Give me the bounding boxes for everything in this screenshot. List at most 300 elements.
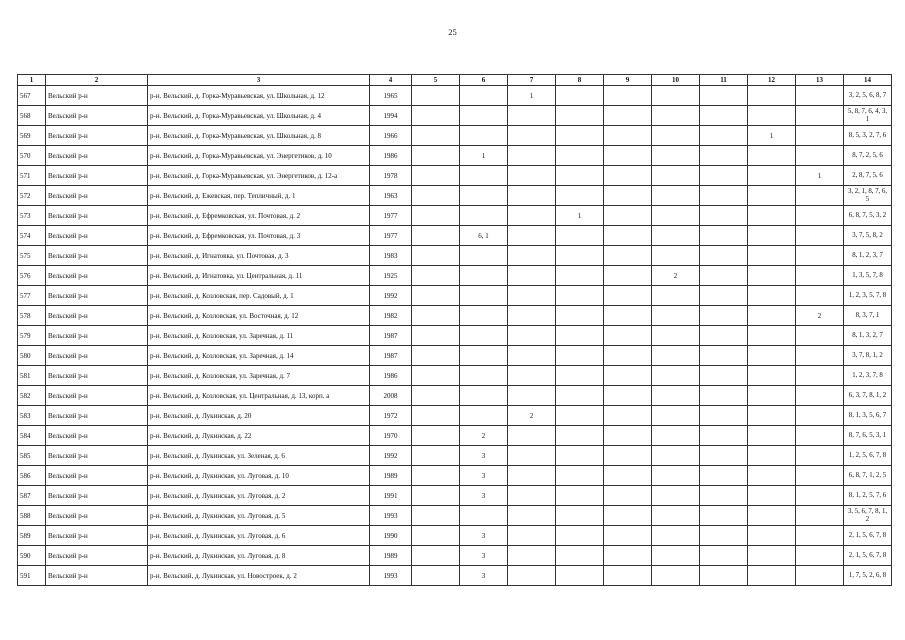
table-cell-col2: Вельский р-н bbox=[46, 406, 148, 426]
table-cell-col14: 3, 5, 6, 7, 8, 1, 2 bbox=[844, 506, 892, 526]
table-cell-col13 bbox=[796, 406, 844, 426]
page-number: 25 bbox=[448, 27, 457, 37]
table-row bbox=[18, 306, 892, 326]
table-cell-col14: 1, 2, 5, 6, 7, 8 bbox=[844, 446, 892, 466]
table-cell-col5 bbox=[412, 466, 460, 486]
table-row bbox=[18, 486, 892, 506]
table-cell-col6: 6, 1 bbox=[460, 226, 508, 246]
table-cell-col12 bbox=[748, 386, 796, 406]
table-cell-col7: 2 bbox=[508, 406, 556, 426]
table-cell-col4: 1925 bbox=[370, 266, 412, 286]
table-cell-col7 bbox=[508, 526, 556, 546]
table-cell-col13 bbox=[796, 346, 844, 366]
table-cell-col4: 1977 bbox=[370, 226, 412, 246]
table-cell-col3: р-н. Вельский, д. Лукинская, д. 22 bbox=[148, 426, 370, 446]
table-cell-col5 bbox=[412, 226, 460, 246]
table-cell-col2: Вельский р-н bbox=[46, 426, 148, 446]
table-cell-col3: р-н. Вельский, д. Козловская, пер. Садовый, д. 1 bbox=[148, 286, 370, 306]
table-cell-col7 bbox=[508, 466, 556, 486]
table-cell-col14: 8, 1, 3, 2, 7 bbox=[844, 326, 892, 346]
table-cell-col11 bbox=[700, 366, 748, 386]
table-cell-col8 bbox=[556, 166, 604, 186]
table-cell-col11 bbox=[700, 246, 748, 266]
table-cell-col8 bbox=[556, 226, 604, 246]
table-cell-col11 bbox=[700, 446, 748, 466]
table-cell-col2: Вельский р-н bbox=[46, 566, 148, 586]
table-cell-col11 bbox=[700, 466, 748, 486]
table-cell-col9 bbox=[604, 486, 652, 506]
table-cell-col8 bbox=[556, 266, 604, 286]
table-cell-col8: 1 bbox=[556, 206, 604, 226]
table-row bbox=[18, 86, 892, 106]
table-cell-col5 bbox=[412, 106, 460, 126]
table-cell-col10 bbox=[652, 406, 700, 426]
table-cell-col4: 1972 bbox=[370, 406, 412, 426]
table-cell-col5 bbox=[412, 526, 460, 546]
table-cell-col13 bbox=[796, 206, 844, 226]
table-cell-col9 bbox=[604, 86, 652, 106]
table-cell-col1: 584 bbox=[18, 426, 46, 446]
table-cell-col14: 8, 3, 7, 1 bbox=[844, 306, 892, 326]
table-cell-col9 bbox=[604, 306, 652, 326]
table-cell-col3: р-н. Вельский, д. Лукинская, д. 20 bbox=[148, 406, 370, 426]
table-cell-col3: р-н. Вельский, д. Лукинская, ул. Луговая, д. 5 bbox=[148, 506, 370, 526]
table-cell-col8 bbox=[556, 446, 604, 466]
table-cell-col2: Вельский р-н bbox=[46, 546, 148, 566]
table-cell-col8 bbox=[556, 346, 604, 366]
table-cell-col1: 575 bbox=[18, 246, 46, 266]
table-cell-col13 bbox=[796, 486, 844, 506]
table-cell-col8 bbox=[556, 126, 604, 146]
table-cell-col13 bbox=[796, 466, 844, 486]
table-row bbox=[18, 346, 892, 366]
table-cell-col13 bbox=[796, 286, 844, 306]
table-cell-col2: Вельский р-н bbox=[46, 526, 148, 546]
table-cell-col6: 3 bbox=[460, 566, 508, 586]
table-cell-col7: 1 bbox=[508, 86, 556, 106]
table-cell-col9 bbox=[604, 546, 652, 566]
table-cell-col5 bbox=[412, 406, 460, 426]
table-cell-col3: р-н. Вельский, д. Козловская, ул. Восточная, д. 12 bbox=[148, 306, 370, 326]
table-cell-col7 bbox=[508, 326, 556, 346]
column-header-7: 7 bbox=[508, 75, 556, 86]
table-cell-col6 bbox=[460, 326, 508, 346]
table-cell-col10 bbox=[652, 106, 700, 126]
table-cell-col14: 2, 8, 7, 5, 6 bbox=[844, 166, 892, 186]
table-cell-col6 bbox=[460, 346, 508, 366]
table-cell-col4: 1990 bbox=[370, 526, 412, 546]
table-cell-col12 bbox=[748, 506, 796, 526]
table-cell-col8 bbox=[556, 506, 604, 526]
table-cell-col10 bbox=[652, 386, 700, 406]
table-cell-col13: 1 bbox=[796, 166, 844, 186]
table-cell-col3: р-н. Вельский, д. Ефремковская, ул. Почтовая, д. 2 bbox=[148, 206, 370, 226]
table-cell-col8 bbox=[556, 386, 604, 406]
table-cell-col4: 1992 bbox=[370, 286, 412, 306]
table-cell-col6 bbox=[460, 246, 508, 266]
table-cell-col3: р-н. Вельский, д. Лукинская, ул. Зеленая, д. 6 bbox=[148, 446, 370, 466]
table-cell-col7 bbox=[508, 546, 556, 566]
table-cell-col6 bbox=[460, 266, 508, 286]
table-cell-col4: 2008 bbox=[370, 386, 412, 406]
table-cell-col1: 570 bbox=[18, 146, 46, 166]
table-cell-col10 bbox=[652, 86, 700, 106]
table-cell-col14: 3, 2, 5, 6, 8, 7 bbox=[844, 86, 892, 106]
table-cell-col11 bbox=[700, 126, 748, 146]
table-row bbox=[18, 426, 892, 446]
table-cell-col5 bbox=[412, 206, 460, 226]
table-cell-col3: р-н. Вельский, д. Козловская, ул. Заречная, д. 11 bbox=[148, 326, 370, 346]
table-row bbox=[18, 286, 892, 306]
table-cell-col4: 1970 bbox=[370, 426, 412, 446]
table-cell-col5 bbox=[412, 146, 460, 166]
column-header-8: 8 bbox=[556, 75, 604, 86]
table-cell-col2: Вельский р-н bbox=[46, 86, 148, 106]
table-cell-col2: Вельский р-н bbox=[46, 506, 148, 526]
table-cell-col8 bbox=[556, 526, 604, 546]
table-row bbox=[18, 246, 892, 266]
table-cell-col10 bbox=[652, 126, 700, 146]
table-cell-col12 bbox=[748, 446, 796, 466]
table-cell-col9 bbox=[604, 106, 652, 126]
table-cell-col6 bbox=[460, 506, 508, 526]
table-row bbox=[18, 146, 892, 166]
table-cell-col3: р-н. Вельский, д. Горка-Муравьевская, ул. Школьная, д. 8 bbox=[148, 126, 370, 146]
table-cell-col11 bbox=[700, 106, 748, 126]
table-cell-col1: 588 bbox=[18, 506, 46, 526]
table-cell-col1: 579 bbox=[18, 326, 46, 346]
table-cell-col1: 585 bbox=[18, 446, 46, 466]
table-cell-col7 bbox=[508, 346, 556, 366]
table-cell-col5 bbox=[412, 166, 460, 186]
table-cell-col13 bbox=[796, 246, 844, 266]
table-cell-col12 bbox=[748, 406, 796, 426]
table-cell-col6 bbox=[460, 206, 508, 226]
table-cell-col6 bbox=[460, 86, 508, 106]
table-cell-col12 bbox=[748, 226, 796, 246]
table-cell-col10 bbox=[652, 526, 700, 546]
column-header-4: 4 bbox=[370, 75, 412, 86]
table-cell-col13 bbox=[796, 446, 844, 466]
table-cell-col9 bbox=[604, 466, 652, 486]
table-cell-col3: р-н. Вельский, д. Горка-Муравьевская, ул. Энергетиков, д. 12-а bbox=[148, 166, 370, 186]
table-cell-col8 bbox=[556, 146, 604, 166]
table-cell-col14: 8, 7, 2, 5, 6 bbox=[844, 146, 892, 166]
table-cell-col6 bbox=[460, 366, 508, 386]
table-cell-col14: 8, 1, 2, 5, 7, 6 bbox=[844, 486, 892, 506]
table-cell-col1: 571 bbox=[18, 166, 46, 186]
table-cell-col11 bbox=[700, 346, 748, 366]
table-cell-col2: Вельский р-н bbox=[46, 446, 148, 466]
table-cell-col4: 1986 bbox=[370, 366, 412, 386]
table-cell-col14: 1, 7, 5, 2, 6, 8 bbox=[844, 566, 892, 586]
table-cell-col10 bbox=[652, 226, 700, 246]
table-cell-col6 bbox=[460, 286, 508, 306]
table-cell-col8 bbox=[556, 286, 604, 306]
table-cell-col8 bbox=[556, 86, 604, 106]
table-body bbox=[18, 86, 892, 586]
table-cell-col13 bbox=[796, 146, 844, 166]
table-cell-col12 bbox=[748, 346, 796, 366]
column-header-11: 11 bbox=[700, 75, 748, 86]
table-cell-col14: 3, 7, 5, 8, 2 bbox=[844, 226, 892, 246]
table-cell-col1: 580 bbox=[18, 346, 46, 366]
table-cell-col10 bbox=[652, 446, 700, 466]
table-cell-col14: 1, 2, 3, 5, 7, 8 bbox=[844, 286, 892, 306]
table-cell-col6: 3 bbox=[460, 446, 508, 466]
table-cell-col10 bbox=[652, 186, 700, 206]
table-cell-col4: 1987 bbox=[370, 346, 412, 366]
table-cell-col6 bbox=[460, 386, 508, 406]
table-cell-col11 bbox=[700, 306, 748, 326]
table-cell-col10 bbox=[652, 366, 700, 386]
table-cell-col9 bbox=[604, 186, 652, 206]
table-cell-col11 bbox=[700, 506, 748, 526]
table-cell-col12 bbox=[748, 526, 796, 546]
table-cell-col1: 567 bbox=[18, 86, 46, 106]
table-cell-col13 bbox=[796, 106, 844, 126]
table-cell-col12 bbox=[748, 546, 796, 566]
table-cell-col11 bbox=[700, 166, 748, 186]
table-cell-col12 bbox=[748, 366, 796, 386]
table-cell-col4: 1994 bbox=[370, 106, 412, 126]
table-cell-col12 bbox=[748, 246, 796, 266]
table-cell-col11 bbox=[700, 546, 748, 566]
table-cell-col12 bbox=[748, 286, 796, 306]
table-cell-col6 bbox=[460, 306, 508, 326]
table-cell-col14: 8, 1, 2, 3, 7 bbox=[844, 246, 892, 266]
table-cell-col2: Вельский р-н bbox=[46, 326, 148, 346]
table-cell-col13 bbox=[796, 526, 844, 546]
table-cell-col9 bbox=[604, 166, 652, 186]
table-cell-col2: Вельский р-н bbox=[46, 466, 148, 486]
column-header-5: 5 bbox=[412, 75, 460, 86]
table-cell-col6: 3 bbox=[460, 546, 508, 566]
table-cell-col10 bbox=[652, 146, 700, 166]
table-cell-col11 bbox=[700, 86, 748, 106]
table-cell-col11 bbox=[700, 326, 748, 346]
table-cell-col13 bbox=[796, 566, 844, 586]
table-cell-col3: р-н. Вельский, д. Игнатовка, ул. Почтовая, д. 3 bbox=[148, 246, 370, 266]
table-cell-col10 bbox=[652, 326, 700, 346]
table-cell-col4: 1991 bbox=[370, 486, 412, 506]
table-cell-col11 bbox=[700, 206, 748, 226]
table-cell-col9 bbox=[604, 246, 652, 266]
table-cell-col8 bbox=[556, 326, 604, 346]
table-cell-col1: 573 bbox=[18, 206, 46, 226]
table-cell-col2: Вельский р-н bbox=[46, 246, 148, 266]
column-header-6: 6 bbox=[460, 75, 508, 86]
table-cell-col9 bbox=[604, 446, 652, 466]
table-cell-col1: 577 bbox=[18, 286, 46, 306]
table-cell-col14: 6, 8, 7, 5, 3, 2 bbox=[844, 206, 892, 226]
table-cell-col9 bbox=[604, 566, 652, 586]
table-cell-col8 bbox=[556, 106, 604, 126]
table-cell-col8 bbox=[556, 186, 604, 206]
table-cell-col8 bbox=[556, 426, 604, 446]
table-cell-col11 bbox=[700, 386, 748, 406]
table-cell-col9 bbox=[604, 366, 652, 386]
table-cell-col6 bbox=[460, 186, 508, 206]
table-cell-col9 bbox=[604, 386, 652, 406]
table-cell-col4: 1993 bbox=[370, 506, 412, 526]
table-cell-col4: 1992 bbox=[370, 446, 412, 466]
table-cell-col4: 1965 bbox=[370, 86, 412, 106]
table-cell-col7 bbox=[508, 126, 556, 146]
table-cell-col1: 576 bbox=[18, 266, 46, 286]
table-cell-col1: 578 bbox=[18, 306, 46, 326]
table-cell-col6: 1 bbox=[460, 146, 508, 166]
table-cell-col9 bbox=[604, 206, 652, 226]
table-cell-col1: 581 bbox=[18, 366, 46, 386]
table-cell-col4: 1989 bbox=[370, 546, 412, 566]
table-cell-col2: Вельский р-н bbox=[46, 386, 148, 406]
table-cell-col14: 6, 8, 7, 1, 2, 5 bbox=[844, 466, 892, 486]
table-cell-col1: 569 bbox=[18, 126, 46, 146]
table-cell-col3: р-н. Вельский, д. Лукинская, ул. Новостроек, д. 2 bbox=[148, 566, 370, 586]
table-cell-col13 bbox=[796, 326, 844, 346]
table-cell-col4: 1982 bbox=[370, 306, 412, 326]
table-row bbox=[18, 186, 892, 206]
column-header-10: 10 bbox=[652, 75, 700, 86]
table-cell-col12 bbox=[748, 106, 796, 126]
table-cell-col9 bbox=[604, 326, 652, 346]
table-cell-col2: Вельский р-н bbox=[46, 186, 148, 206]
table-cell-col3: р-н. Вельский, д. Ефремковская, ул. Почтовая, д. 3 bbox=[148, 226, 370, 246]
table-row bbox=[18, 466, 892, 486]
table-cell-col9 bbox=[604, 146, 652, 166]
table-cell-col13 bbox=[796, 366, 844, 386]
table-cell-col13 bbox=[796, 386, 844, 406]
table-cell-col12 bbox=[748, 466, 796, 486]
table-header-row bbox=[18, 75, 892, 86]
table-cell-col14: 1, 2, 3, 7, 8 bbox=[844, 366, 892, 386]
table-row bbox=[18, 206, 892, 226]
table-cell-col2: Вельский р-н bbox=[46, 366, 148, 386]
table-cell-col14: 2, 1, 5, 6, 7, 8 bbox=[844, 546, 892, 566]
table-cell-col5 bbox=[412, 306, 460, 326]
table-cell-col9 bbox=[604, 226, 652, 246]
table-cell-col10 bbox=[652, 546, 700, 566]
table-cell-col10 bbox=[652, 506, 700, 526]
table-cell-col12 bbox=[748, 566, 796, 586]
table-cell-col9 bbox=[604, 406, 652, 426]
table-cell-col3: р-н. Вельский, д. Лукинская, ул. Луговая, д. 8 bbox=[148, 546, 370, 566]
table-cell-col4: 1963 bbox=[370, 186, 412, 206]
table-cell-col10 bbox=[652, 346, 700, 366]
table-cell-col12 bbox=[748, 86, 796, 106]
table-cell-col5 bbox=[412, 506, 460, 526]
table-cell-col9 bbox=[604, 126, 652, 146]
table-row bbox=[18, 266, 892, 286]
column-header-2: 2 bbox=[46, 75, 148, 86]
table-cell-col7 bbox=[508, 226, 556, 246]
table-cell-col7 bbox=[508, 206, 556, 226]
table-row bbox=[18, 406, 892, 426]
table-cell-col7 bbox=[508, 246, 556, 266]
table-cell-col11 bbox=[700, 406, 748, 426]
table-cell-col2: Вельский р-н bbox=[46, 126, 148, 146]
table-cell-col3: р-н. Вельский, д. Лукинская, ул. Луговая, д. 6 bbox=[148, 526, 370, 546]
table-cell-col3: р-н. Вельский, д. Козловская, ул. Заречная, д. 7 bbox=[148, 366, 370, 386]
table-cell-col8 bbox=[556, 406, 604, 426]
table-row bbox=[18, 106, 892, 126]
table-cell-col4: 1977 bbox=[370, 206, 412, 226]
column-header-1: 1 bbox=[18, 75, 46, 86]
table-cell-col10 bbox=[652, 246, 700, 266]
table-cell-col4: 1993 bbox=[370, 566, 412, 586]
table-cell-col8 bbox=[556, 366, 604, 386]
table-cell-col10 bbox=[652, 166, 700, 186]
table-cell-col3: р-н. Вельский, д. Игнатовка, ул. Центральная, д. 11 bbox=[148, 266, 370, 286]
table-cell-col5 bbox=[412, 266, 460, 286]
table-cell-col5 bbox=[412, 286, 460, 306]
table-cell-col7 bbox=[508, 286, 556, 306]
table-cell-col8 bbox=[556, 546, 604, 566]
table-cell-col7 bbox=[508, 506, 556, 526]
table-cell-col5 bbox=[412, 86, 460, 106]
table-cell-col9 bbox=[604, 346, 652, 366]
table-cell-col10: 2 bbox=[652, 266, 700, 286]
column-header-3: 3 bbox=[148, 75, 370, 86]
table-row bbox=[18, 126, 892, 146]
table-cell-col1: 574 bbox=[18, 226, 46, 246]
table-cell-col2: Вельский р-н bbox=[46, 266, 148, 286]
table-cell-col7 bbox=[508, 386, 556, 406]
table-row bbox=[18, 566, 892, 586]
table-cell-col9 bbox=[604, 526, 652, 546]
table-cell-col7 bbox=[508, 166, 556, 186]
table-cell-col2: Вельский р-н bbox=[46, 286, 148, 306]
table-row bbox=[18, 546, 892, 566]
table-cell-col13 bbox=[796, 266, 844, 286]
table-cell-col13 bbox=[796, 546, 844, 566]
table-row bbox=[18, 226, 892, 246]
table-cell-col6: 3 bbox=[460, 466, 508, 486]
column-header-14: 14 bbox=[844, 75, 892, 86]
table-cell-col9 bbox=[604, 286, 652, 306]
table-cell-col14: 1, 3, 5, 7, 8 bbox=[844, 266, 892, 286]
table-cell-col5 bbox=[412, 246, 460, 266]
table-cell-col6 bbox=[460, 406, 508, 426]
table-cell-col13 bbox=[796, 426, 844, 446]
table-cell-col13 bbox=[796, 86, 844, 106]
table-cell-col11 bbox=[700, 286, 748, 306]
table-cell-col11 bbox=[700, 426, 748, 446]
table-cell-col7 bbox=[508, 426, 556, 446]
table-cell-col1: 586 bbox=[18, 466, 46, 486]
table-cell-col13: 2 bbox=[796, 306, 844, 326]
data-table bbox=[17, 74, 892, 586]
table-cell-col7 bbox=[508, 186, 556, 206]
table-cell-col14: 8, 7, 6, 5, 3, 1 bbox=[844, 426, 892, 446]
table-cell-col9 bbox=[604, 266, 652, 286]
table-cell-col12 bbox=[748, 426, 796, 446]
table-cell-col2: Вельский р-н bbox=[46, 206, 148, 226]
table-cell-col4: 1983 bbox=[370, 246, 412, 266]
table-row bbox=[18, 166, 892, 186]
table-row bbox=[18, 526, 892, 546]
table-cell-col1: 587 bbox=[18, 486, 46, 506]
table-cell-col4: 1986 bbox=[370, 146, 412, 166]
table-cell-col12 bbox=[748, 146, 796, 166]
table-cell-col14: 8, 1, 3, 5, 6, 7 bbox=[844, 406, 892, 426]
table-cell-col5 bbox=[412, 386, 460, 406]
table-row bbox=[18, 506, 892, 526]
table-cell-col14: 6, 3, 7, 8, 1, 2 bbox=[844, 386, 892, 406]
table-cell-col10 bbox=[652, 206, 700, 226]
table-cell-col6: 2 bbox=[460, 426, 508, 446]
